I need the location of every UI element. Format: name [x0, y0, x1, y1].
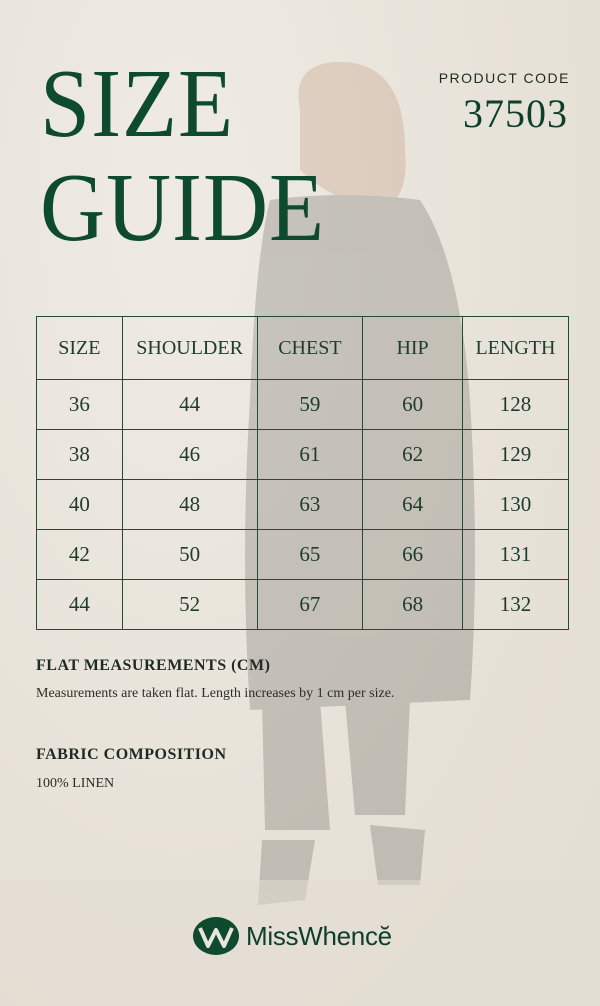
- cell-length: 131: [462, 530, 568, 580]
- cell-length: 128: [462, 380, 568, 430]
- cell-hip: 66: [363, 530, 463, 580]
- header-hip: HIP: [363, 317, 463, 380]
- product-code-label: PRODUCT CODE: [438, 70, 570, 86]
- header-length: LENGTH: [462, 317, 568, 380]
- table-header-row: [37, 317, 569, 380]
- cell-hip: 60: [363, 380, 463, 430]
- table-row: [37, 380, 569, 430]
- header-chest: CHEST: [257, 317, 363, 380]
- table-row: [37, 430, 569, 480]
- cell-hip: 62: [363, 430, 463, 480]
- cell-hip: 64: [363, 480, 463, 530]
- size-table: [36, 316, 569, 630]
- cell-length: 129: [462, 430, 568, 480]
- header-size: SIZE: [37, 317, 123, 380]
- cell-length: 130: [462, 480, 568, 530]
- header-shoulder: SHOULDER: [122, 317, 257, 380]
- cell-shoulder: 50: [122, 530, 257, 580]
- cell-size: 42: [37, 530, 123, 580]
- cell-chest: 63: [257, 480, 363, 530]
- table-row: [37, 530, 569, 580]
- cell-chest: 61: [257, 430, 363, 480]
- product-code-value: 37503: [463, 91, 568, 136]
- table-row: [37, 580, 569, 630]
- title-line-1: SIZE: [40, 50, 235, 158]
- title-line-2: GUIDE: [40, 154, 326, 262]
- cell-size: 38: [37, 430, 123, 480]
- cell-hip: 68: [363, 580, 463, 630]
- cell-shoulder: 52: [122, 580, 257, 630]
- cell-chest: 67: [257, 580, 363, 630]
- cell-chest: 65: [257, 530, 363, 580]
- cell-length: 132: [462, 580, 568, 630]
- size-guide-title: [40, 52, 350, 260]
- cell-shoulder: 44: [122, 380, 257, 430]
- cell-chest: 59: [257, 380, 363, 430]
- flat-measurements-heading: FLAT MEASUREMENTS (CM): [36, 657, 271, 674]
- fabric-composition-text: 100% LINEN: [36, 776, 115, 791]
- table-row: [37, 480, 569, 530]
- cell-size: 40: [37, 480, 123, 530]
- misswhence-logo-icon: [192, 916, 240, 956]
- cell-shoulder: 46: [122, 430, 257, 480]
- brand-name: MissWhencĕ: [246, 920, 392, 951]
- fabric-composition-heading: FABRIC COMPOSITION: [36, 746, 227, 763]
- flat-measurements-text: Measurements are taken flat. Length increases by 1 cm per size.: [36, 686, 395, 701]
- cell-size: 36: [37, 380, 123, 430]
- brand-logo: [192, 916, 392, 956]
- cell-size: 44: [37, 580, 123, 630]
- cell-shoulder: 48: [122, 480, 257, 530]
